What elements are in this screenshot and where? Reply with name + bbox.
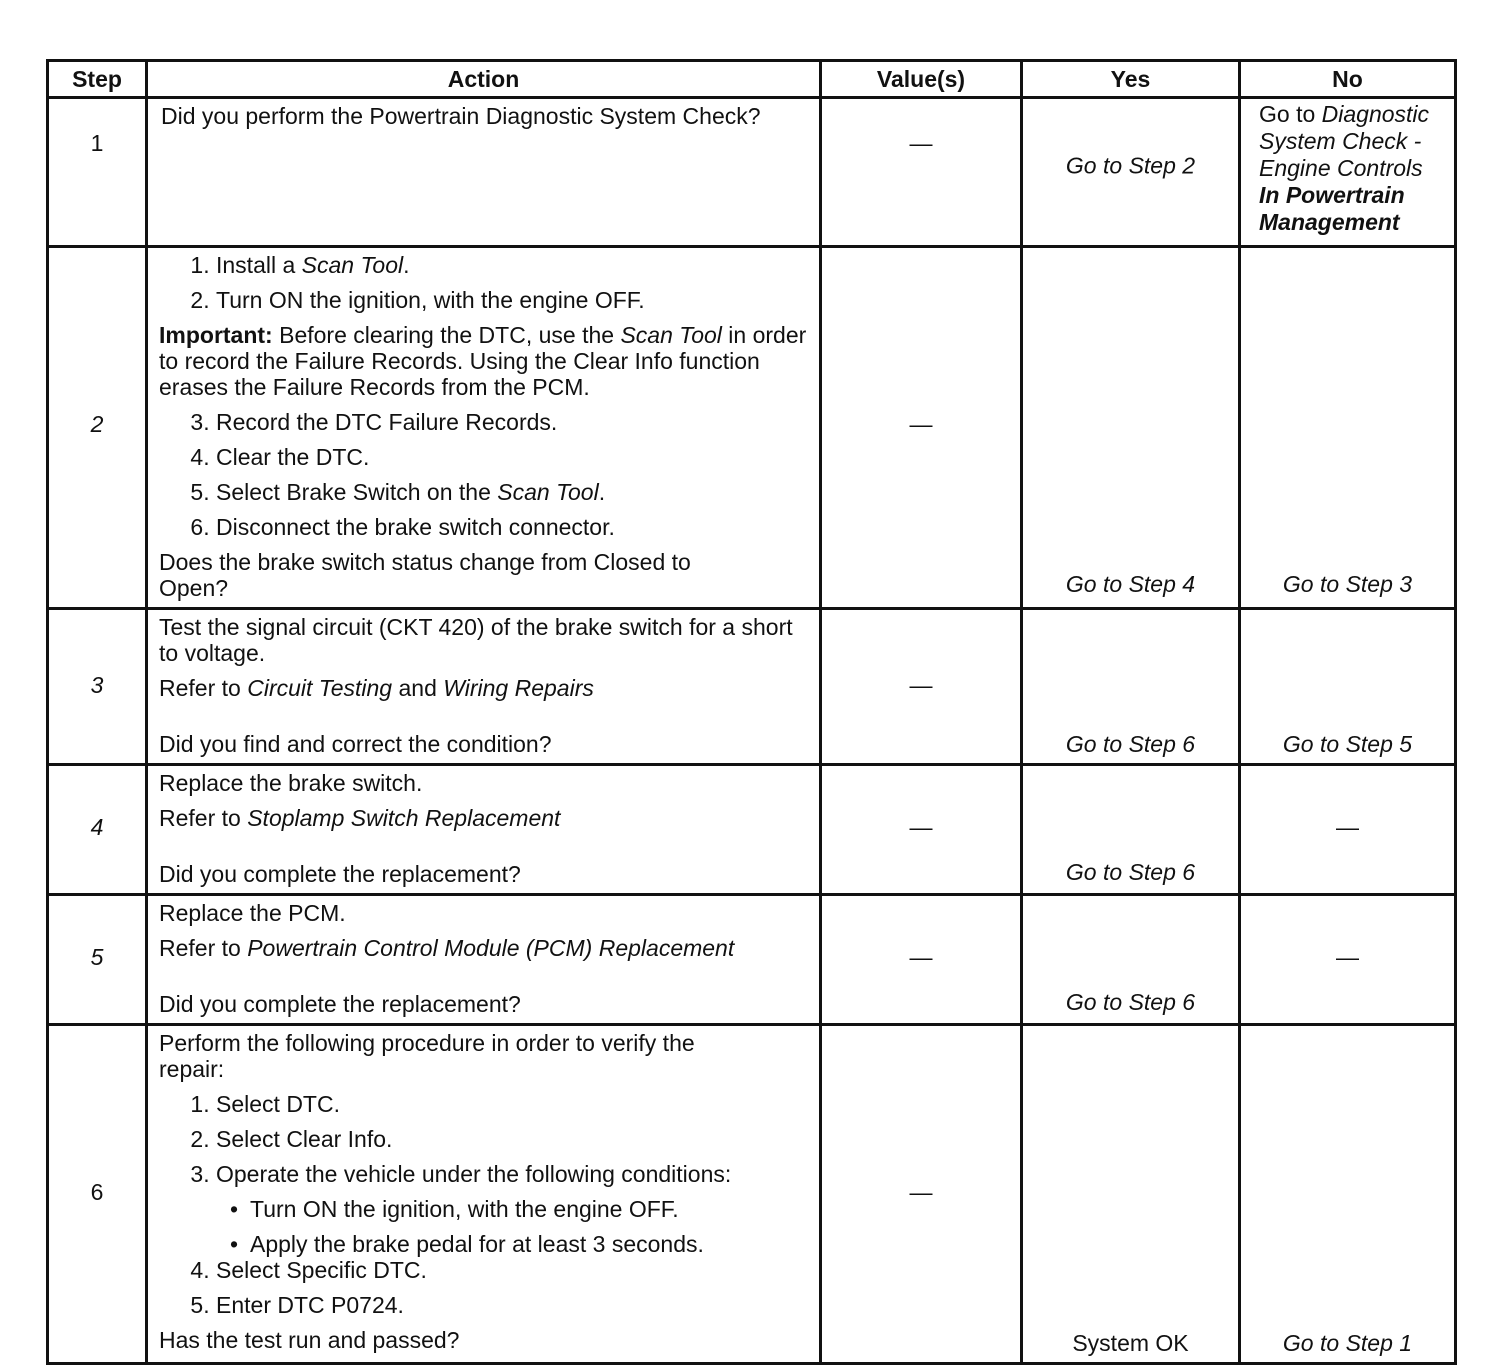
list-item: 2. Turn ON the ignition, with the engine OFF. (216, 287, 809, 313)
bullet-item: • Turn ON the ignition, with the engine OFF. (250, 1196, 809, 1222)
yes-text: System OK (1072, 1330, 1189, 1356)
action-refer: Refer to Powertrain Control Module (PCM) Replacement (159, 935, 735, 961)
action-question: Has the test run and passed? (159, 1327, 460, 1353)
action-text: Replace the PCM. (159, 900, 346, 926)
action-text: Did you perform the Powertrain Diagnostic System Check? (161, 103, 761, 129)
action-text: Test the signal circuit (CKT 420) of the brake switch for a short to voltage. (159, 614, 793, 666)
action-list (159, 1257, 809, 1318)
no-text: — (1336, 813, 1359, 840)
diagnostic-table-document (46, 59, 1454, 1358)
action-cell (147, 609, 821, 765)
action-question: Did you find and correct the condition? (159, 731, 552, 757)
action-refer: Refer to Circuit Testing and Wiring Repairs (159, 675, 594, 701)
no-cell (1240, 247, 1456, 609)
no-cell (1240, 609, 1456, 765)
action-text: Replace the brake switch. (159, 770, 423, 796)
list-item: 4. Select Specific DTC. (216, 1257, 809, 1283)
table-row (48, 765, 1456, 895)
list-item: 1. Select DTC. (216, 1091, 809, 1117)
action-text: Perform the following procedure in order to verify the repair: (159, 1030, 695, 1082)
value-cell (821, 765, 1022, 895)
action-cell (147, 1025, 821, 1364)
header-action: Action (147, 61, 821, 98)
yes-cell (1022, 247, 1240, 609)
no-text (1241, 99, 1454, 236)
yes-cell (1022, 609, 1240, 765)
value-text: — (909, 671, 933, 698)
action-question: Did you complete the replacement? (159, 861, 521, 887)
yes-link[interactable]: Go to Step 4 (1065, 571, 1196, 597)
value-text: — (909, 410, 933, 437)
value-text: — (909, 130, 933, 156)
no-prefix: Go to (1259, 101, 1316, 127)
step-number: 4 (90, 813, 104, 840)
action-list (159, 1091, 809, 1257)
yes-link[interactable]: Go to Step 2 (1065, 152, 1196, 179)
step-number: 3 (90, 671, 104, 698)
value-text: — (909, 813, 933, 840)
action-list (159, 252, 809, 313)
value-cell (821, 247, 1022, 609)
value-cell (821, 609, 1022, 765)
action-refer: Refer to Stoplamp Switch Replacement (159, 805, 561, 831)
list-item: 6. Disconnect the brake switch connector. (216, 514, 809, 540)
step-cell (48, 98, 147, 247)
header-no: No (1240, 61, 1456, 98)
step-cell (48, 895, 147, 1025)
no-link[interactable]: Go to Step 5 (1282, 731, 1413, 757)
bullet-list (216, 1196, 809, 1257)
value-cell (821, 1025, 1022, 1364)
step-cell (48, 247, 147, 609)
action-cell (147, 98, 821, 247)
table-row (48, 895, 1456, 1025)
yes-cell (1022, 895, 1240, 1025)
yes-cell (1022, 1025, 1240, 1364)
value-cell (821, 98, 1022, 247)
no-cell (1240, 98, 1456, 247)
list-item: 1. Install a Scan Tool. (216, 252, 809, 278)
action-cell (147, 895, 821, 1025)
list-item: 5. Enter DTC P0724. (216, 1292, 809, 1318)
diagnostic-table (46, 59, 1457, 1365)
action-list (159, 409, 809, 540)
table-row (48, 1025, 1456, 1364)
list-item: 2. Select Clear Info. (216, 1126, 809, 1152)
step-number: 5 (90, 943, 104, 970)
yes-cell (1022, 765, 1240, 895)
header-row (48, 61, 1456, 98)
yes-link[interactable]: Go to Step 6 (1065, 731, 1196, 757)
step-number: 2 (90, 410, 104, 437)
no-cell (1240, 895, 1456, 1025)
action-question: Did you complete the replacement? (159, 991, 521, 1017)
header-yes: Yes (1022, 61, 1240, 98)
step-number: 1 (90, 130, 104, 156)
value-cell (821, 895, 1022, 1025)
no-link[interactable]: Go to Step 3 (1282, 571, 1413, 597)
list-item: 5. Select Brake Switch on the Scan Tool. (216, 479, 809, 505)
header-step: Step (48, 61, 147, 98)
no-link[interactable]: Go to Step 1 (1282, 1330, 1413, 1356)
yes-cell (1022, 98, 1240, 247)
no-link[interactable]: Diagnostic System Check - Engine Controls (1259, 101, 1430, 181)
action-cell (147, 765, 821, 895)
header-value: Value(s) (821, 61, 1022, 98)
yes-link[interactable]: Go to Step 6 (1065, 989, 1196, 1015)
action-question: Does the brake switch status change from Closed to Open? (159, 549, 691, 601)
step-cell (48, 609, 147, 765)
value-text: — (909, 943, 933, 970)
step-cell (48, 765, 147, 895)
no-link-bold[interactable]: In Powertrain Management (1259, 182, 1405, 235)
list-item: 3. Operate the vehicle under the following conditions: • Turn ON the ignition, with the engine OFF. • Apply the brake pedal for at least 3 seconds. (216, 1161, 809, 1257)
action-cell (147, 247, 821, 609)
table-row (48, 98, 1456, 247)
important-note: Important: Before clearing the DTC, use the Scan Tool in order to record the Failure Records. Using the Clear Info function erases the Failure Records from the PCM. (159, 322, 807, 400)
list-item: 4. Clear the DTC. (216, 444, 809, 470)
bullet-item: • Apply the brake pedal for at least 3 seconds. (250, 1231, 809, 1257)
step-number: 6 (90, 1179, 104, 1205)
list-item: 3. Record the DTC Failure Records. (216, 409, 809, 435)
step-cell (48, 1025, 147, 1364)
value-text: — (909, 1179, 933, 1205)
no-text: — (1336, 943, 1359, 970)
table-row (48, 247, 1456, 609)
no-cell (1240, 1025, 1456, 1364)
yes-link[interactable]: Go to Step 6 (1065, 859, 1196, 885)
table-row (48, 609, 1456, 765)
no-cell (1240, 765, 1456, 895)
